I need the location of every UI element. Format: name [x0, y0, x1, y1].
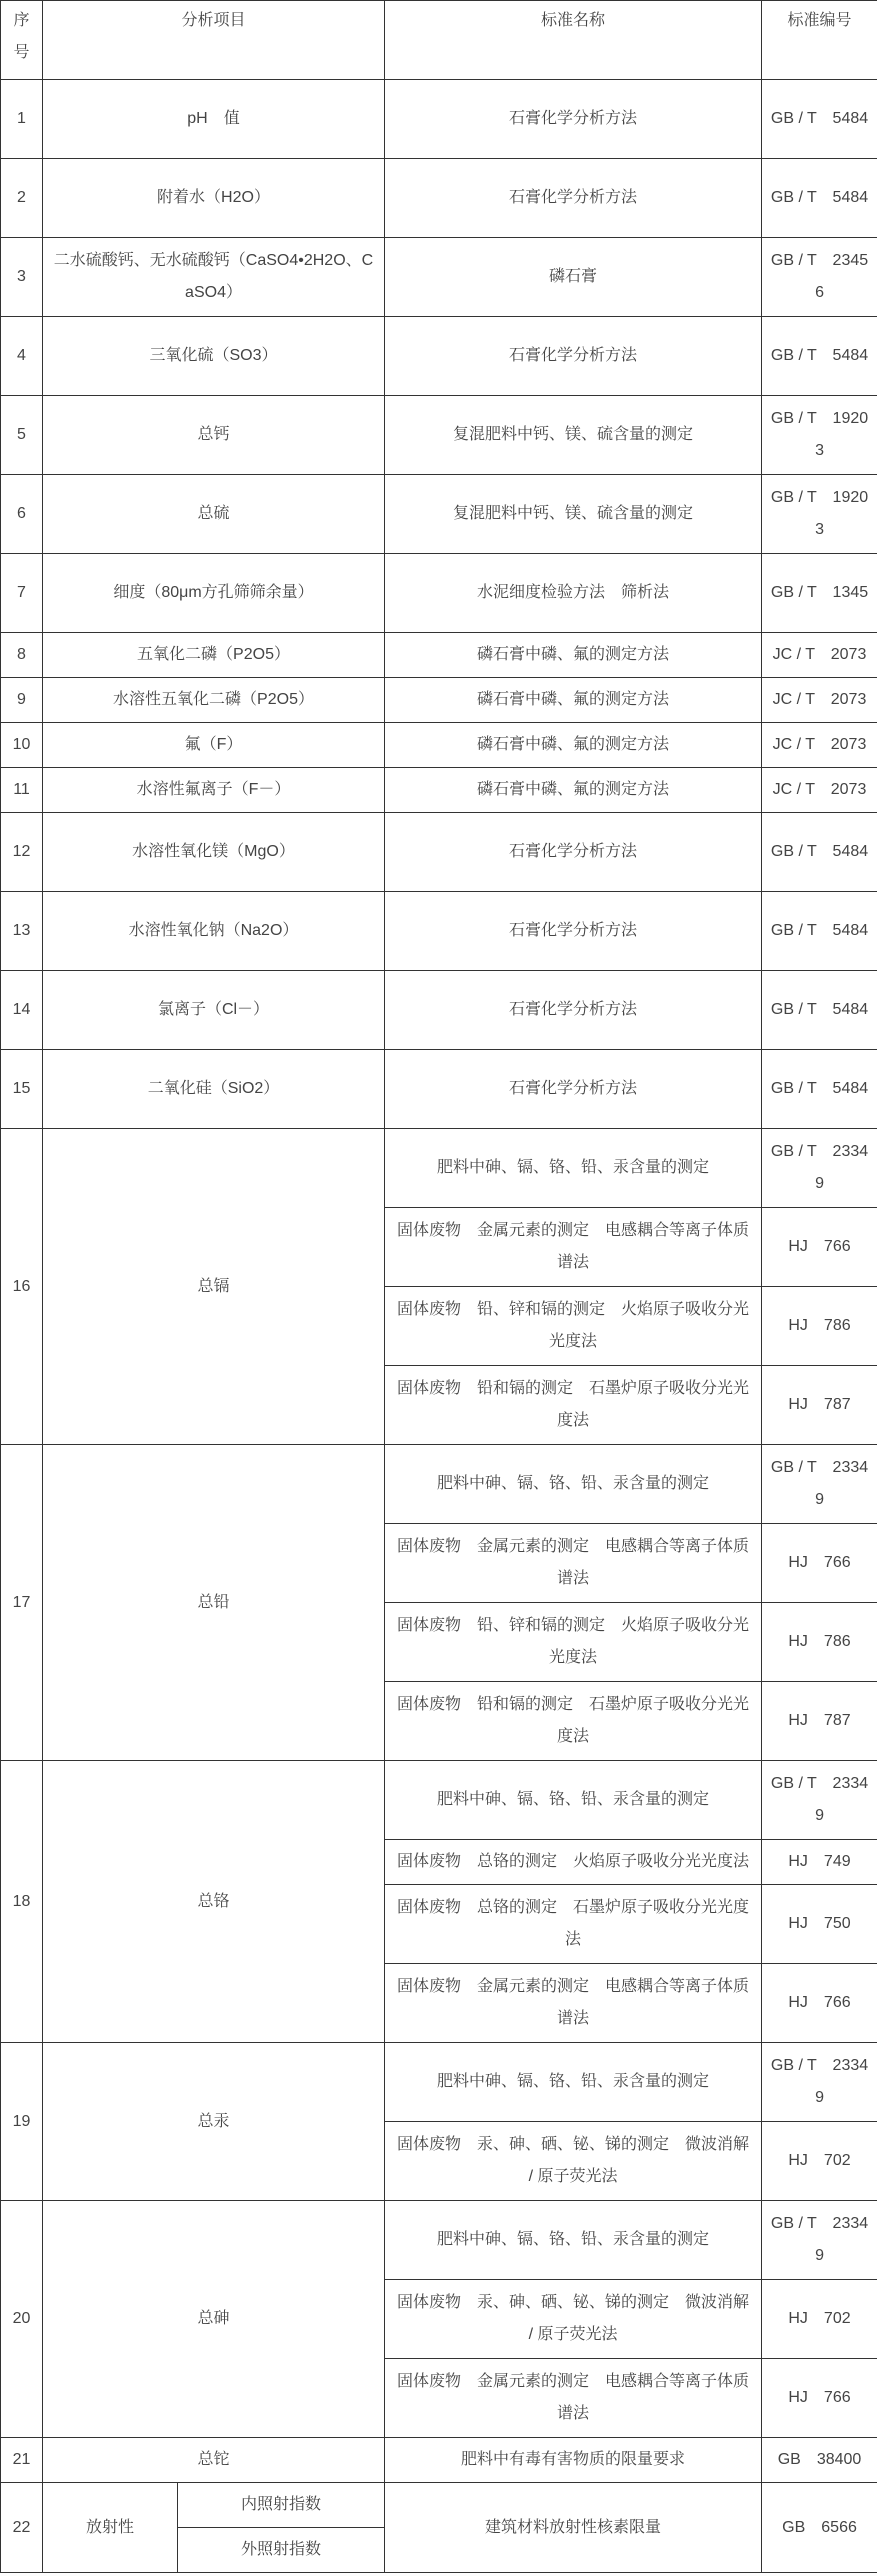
table-row: [1, 396, 877, 475]
row-method: 复混肥料中钙、镁、硫含量的测定: [385, 475, 762, 554]
table-row: [1, 1761, 877, 1840]
row-no: 19: [1, 2043, 43, 2201]
table-row: [1, 1050, 877, 1129]
row-item: 总铬: [43, 1761, 385, 2043]
row-code: HJ 787: [762, 1682, 877, 1761]
row-method: 肥料中砷、镉、铬、铅、汞含量的测定: [385, 1445, 762, 1524]
row-item: 二水硫酸钙、无水硫酸钙（CaSO4•2H2O、CaSO4）: [43, 238, 385, 317]
row-method: 肥料中砷、镉、铬、铅、汞含量的测定: [385, 1761, 762, 1840]
row-code: GB / T 5484: [762, 1050, 877, 1129]
row-no: 5: [1, 396, 43, 475]
row-item: 水溶性氟离子（F－）: [43, 768, 385, 813]
row-method: 磷石膏: [385, 238, 762, 317]
row-item: 细度（80μm方孔筛筛余量）: [43, 554, 385, 633]
row-method: 磷石膏中磷、氟的测定方法: [385, 768, 762, 813]
row-code: GB / T 23349: [762, 1445, 877, 1524]
row-item: 总铅: [43, 1445, 385, 1761]
row-method: 固体废物 铅、锌和镉的测定 火焰原子吸收分光光度法: [385, 1603, 762, 1682]
row-code: JC / T 2073: [762, 633, 877, 678]
table-header-row: [1, 1, 877, 80]
header-item: 分析项目: [43, 1, 385, 80]
row-no: 2: [1, 159, 43, 238]
row-method: 固体废物 铅、锌和镉的测定 火焰原子吸收分光光度法: [385, 1287, 762, 1366]
row-code: GB / T 19203: [762, 396, 877, 475]
table-row: [1, 159, 877, 238]
row-no: 4: [1, 317, 43, 396]
row-code: JC / T 2073: [762, 678, 877, 723]
row-code: GB / T 5484: [762, 971, 877, 1050]
row-code: GB / T 19203: [762, 475, 877, 554]
row-code: GB / T 23349: [762, 2201, 877, 2280]
row-code: GB / T 5484: [762, 159, 877, 238]
row-code: GB / T 23349: [762, 1761, 877, 1840]
row-item: 总铊: [43, 2438, 385, 2483]
row-code: GB 38400: [762, 2438, 877, 2483]
row-no: 8: [1, 633, 43, 678]
row-item: 水溶性五氧化二磷（P2O5）: [43, 678, 385, 723]
row-no: 17: [1, 1445, 43, 1761]
row-item: 二氧化硅（SiO2）: [43, 1050, 385, 1129]
row-no: 11: [1, 768, 43, 813]
row-item: 水溶性氧化镁（MgO）: [43, 813, 385, 892]
table-row: [1, 2438, 877, 2483]
row-item: 总汞: [43, 2043, 385, 2201]
row-code: HJ 766: [762, 1964, 877, 2043]
header-standard-name: 标准名称: [385, 1, 762, 80]
table-row: [1, 1129, 877, 1208]
table-row: [1, 2043, 877, 2122]
row-code: GB / T 5484: [762, 80, 877, 159]
row-code: HJ 766: [762, 1524, 877, 1603]
row-code: HJ 786: [762, 1287, 877, 1366]
row-method: 肥料中有毒有害物质的限量要求: [385, 2438, 762, 2483]
row-code: HJ 766: [762, 2359, 877, 2438]
row-no: 3: [1, 238, 43, 317]
row-sub-item: 外照射指数: [178, 2528, 385, 2573]
table-row: [1, 238, 877, 317]
row-method: 石膏化学分析方法: [385, 971, 762, 1050]
row-item: 放射性: [43, 2483, 178, 2573]
row-method: 固体废物 金属元素的测定 电感耦合等离子体质谱法: [385, 1524, 762, 1603]
row-item: 附着水（H2O）: [43, 159, 385, 238]
row-code: GB / T 23349: [762, 1129, 877, 1208]
row-method: 建筑材料放射性核素限量: [385, 2483, 762, 2573]
row-item: pH 值: [43, 80, 385, 159]
row-code: JC / T 2073: [762, 723, 877, 768]
row-code: GB / T 5484: [762, 317, 877, 396]
row-no: 12: [1, 813, 43, 892]
row-no: 14: [1, 971, 43, 1050]
row-sub-item: 内照射指数: [178, 2483, 385, 2528]
row-method: 固体废物 总铬的测定 火焰原子吸收分光光度法: [385, 1840, 762, 1885]
row-method: 石膏化学分析方法: [385, 159, 762, 238]
row-code: GB / T 5484: [762, 892, 877, 971]
table-row: [1, 475, 877, 554]
row-method: 磷石膏中磷、氟的测定方法: [385, 633, 762, 678]
row-method: 肥料中砷、镉、铬、铅、汞含量的测定: [385, 2043, 762, 2122]
row-item: 总钙: [43, 396, 385, 475]
table-row: [1, 1445, 877, 1524]
row-item: 总镉: [43, 1129, 385, 1445]
row-no: 20: [1, 2201, 43, 2438]
row-method: 固体废物 铅和镉的测定 石墨炉原子吸收分光光度法: [385, 1366, 762, 1445]
row-method: 肥料中砷、镉、铬、铅、汞含量的测定: [385, 2201, 762, 2280]
row-method: 水泥细度检验方法 筛析法: [385, 554, 762, 633]
header-standard-code: 标准编号: [762, 1, 877, 80]
row-method: 复混肥料中钙、镁、硫含量的测定: [385, 396, 762, 475]
header-no: 序号: [1, 1, 43, 80]
row-code: HJ 787: [762, 1366, 877, 1445]
row-method: 石膏化学分析方法: [385, 1050, 762, 1129]
row-code: GB 6566: [762, 2483, 877, 2573]
row-method: 固体废物 汞、砷、硒、铋、锑的测定 微波消解 / 原子荧光法: [385, 2280, 762, 2359]
table-row: [1, 723, 877, 768]
row-item: 总砷: [43, 2201, 385, 2438]
row-code: GB / T 5484: [762, 813, 877, 892]
row-code: HJ 702: [762, 2280, 877, 2359]
table-row: [1, 2201, 877, 2280]
row-method: 固体废物 总铬的测定 石墨炉原子吸收分光光度法: [385, 1885, 762, 1964]
row-item: 五氧化二磷（P2O5）: [43, 633, 385, 678]
row-item: 水溶性氧化钠（Na2O）: [43, 892, 385, 971]
row-method: 固体废物 金属元素的测定 电感耦合等离子体质谱法: [385, 1208, 762, 1287]
row-no: 7: [1, 554, 43, 633]
row-method: 石膏化学分析方法: [385, 80, 762, 159]
row-code: GB / T 23349: [762, 2043, 877, 2122]
row-code: HJ 750: [762, 1885, 877, 1964]
row-item: 总硫: [43, 475, 385, 554]
row-no: 13: [1, 892, 43, 971]
row-code: GB / T 1345: [762, 554, 877, 633]
row-no: 22: [1, 2483, 43, 2573]
row-method: 石膏化学分析方法: [385, 813, 762, 892]
table-row: [1, 768, 877, 813]
table-row: [1, 2483, 877, 2528]
row-code: HJ 786: [762, 1603, 877, 1682]
row-method: 固体废物 汞、砷、硒、铋、锑的测定 微波消解 / 原子荧光法: [385, 2122, 762, 2201]
row-method: 肥料中砷、镉、铬、铅、汞含量的测定: [385, 1129, 762, 1208]
row-method: 固体废物 金属元素的测定 电感耦合等离子体质谱法: [385, 1964, 762, 2043]
row-method: 固体废物 金属元素的测定 电感耦合等离子体质谱法: [385, 2359, 762, 2438]
row-no: 18: [1, 1761, 43, 2043]
table-row: [1, 892, 877, 971]
row-no: 16: [1, 1129, 43, 1445]
row-item: 氯离子（Cl－）: [43, 971, 385, 1050]
row-code: JC / T 2073: [762, 768, 877, 813]
row-item: 三氧化硫（SO3）: [43, 317, 385, 396]
row-no: 9: [1, 678, 43, 723]
row-method: 磷石膏中磷、氟的测定方法: [385, 723, 762, 768]
row-method: 石膏化学分析方法: [385, 317, 762, 396]
row-no: 15: [1, 1050, 43, 1129]
row-code: GB / T 23456: [762, 238, 877, 317]
table-row: [1, 678, 877, 723]
row-code: HJ 749: [762, 1840, 877, 1885]
row-code: HJ 702: [762, 2122, 877, 2201]
table-row: [1, 80, 877, 159]
table-row: [1, 317, 877, 396]
row-item: 氟（F）: [43, 723, 385, 768]
row-method: 石膏化学分析方法: [385, 892, 762, 971]
row-no: 6: [1, 475, 43, 554]
row-no: 1: [1, 80, 43, 159]
row-method: 磷石膏中磷、氟的测定方法: [385, 678, 762, 723]
table-row: [1, 971, 877, 1050]
table-row: [1, 633, 877, 678]
row-no: 10: [1, 723, 43, 768]
table-row: [1, 813, 877, 892]
table-row: [1, 554, 877, 633]
row-method: 固体废物 铅和镉的测定 石墨炉原子吸收分光光度法: [385, 1682, 762, 1761]
row-code: HJ 766: [762, 1208, 877, 1287]
row-no: 21: [1, 2438, 43, 2483]
